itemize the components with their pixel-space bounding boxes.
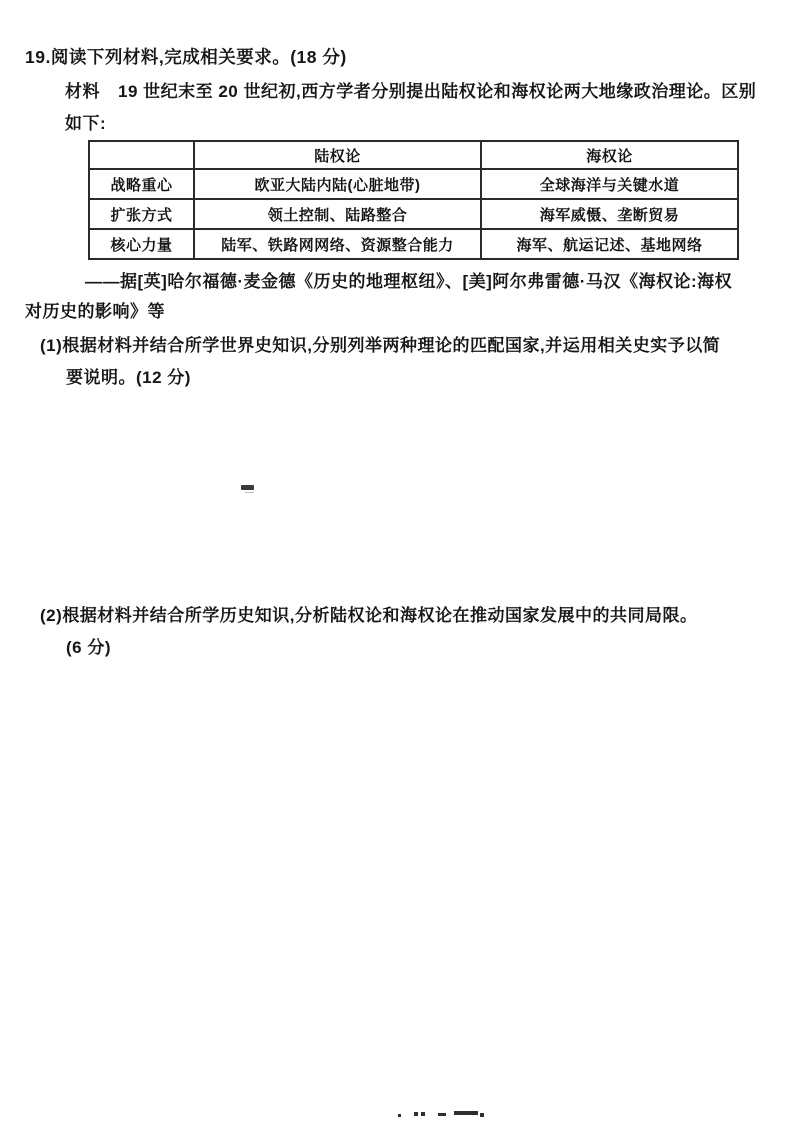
table-row [89, 169, 738, 199]
material-label: 材料 [65, 82, 100, 101]
source-attribution-line2: 对历史的影响》等 [25, 302, 165, 321]
sub-question-1-line1: (1)根据材料并结合所学世界史知识,分别列举两种理论的匹配国家,并运用相关史实予以简 [40, 336, 721, 355]
question-19-header: 19.阅读下列材料,完成相关要求。(18 分) [25, 47, 347, 67]
row-label-strategic-focus: 战略重心 [89, 169, 194, 199]
table-header-land-power: 陆权论 [194, 141, 481, 169]
footer-cropped-text-fragment [398, 1110, 498, 1120]
sub-question-1-line2: 要说明。(12 分) [66, 368, 191, 387]
sub-question-2-line1: (2)根据材料并结合所学历史知识,分析陆权论和海权论在推动国家发展中的共同局限。 [40, 606, 698, 625]
sub-question-2-line2: (6 分) [66, 638, 111, 657]
table-row [89, 229, 738, 259]
table-row [89, 199, 738, 229]
cell-sea-strategic-focus: 全球海洋与关键水道 [481, 169, 738, 199]
material-paragraph-line2: 如下: [65, 114, 107, 133]
table-header-sea-power: 海权论 [481, 141, 738, 169]
cell-land-core-strength: 陆军、铁路网网络、资源整合能力 [194, 229, 481, 259]
scan-smudge-mark [241, 485, 254, 490]
source-attribution-line1: ——据[英]哈尔福德·麦金德《历史的地理枢纽》、[美]阿尔弗雷德·马汉《海权论:海权 [85, 272, 733, 291]
row-label-core-strength: 核心力量 [89, 229, 194, 259]
table-header-blank [89, 141, 194, 169]
material-text: 19 世纪末至 20 世纪初,西方学者分别提出陆权论和海权论两大地缘政治理论。区别 [118, 82, 757, 101]
cell-sea-expansion-mode: 海军威慑、垄断贸易 [481, 199, 738, 229]
cell-land-expansion-mode: 领土控制、陆路整合 [194, 199, 481, 229]
table-header-row [89, 141, 738, 169]
material-paragraph-line1 [65, 81, 756, 103]
cell-land-strategic-focus: 欧亚大陆内陆(心脏地带) [194, 169, 481, 199]
cell-sea-core-strength: 海军、航运记述、基地网络 [481, 229, 738, 259]
theory-comparison-table [88, 140, 739, 260]
row-label-expansion-mode: 扩张方式 [89, 199, 194, 229]
